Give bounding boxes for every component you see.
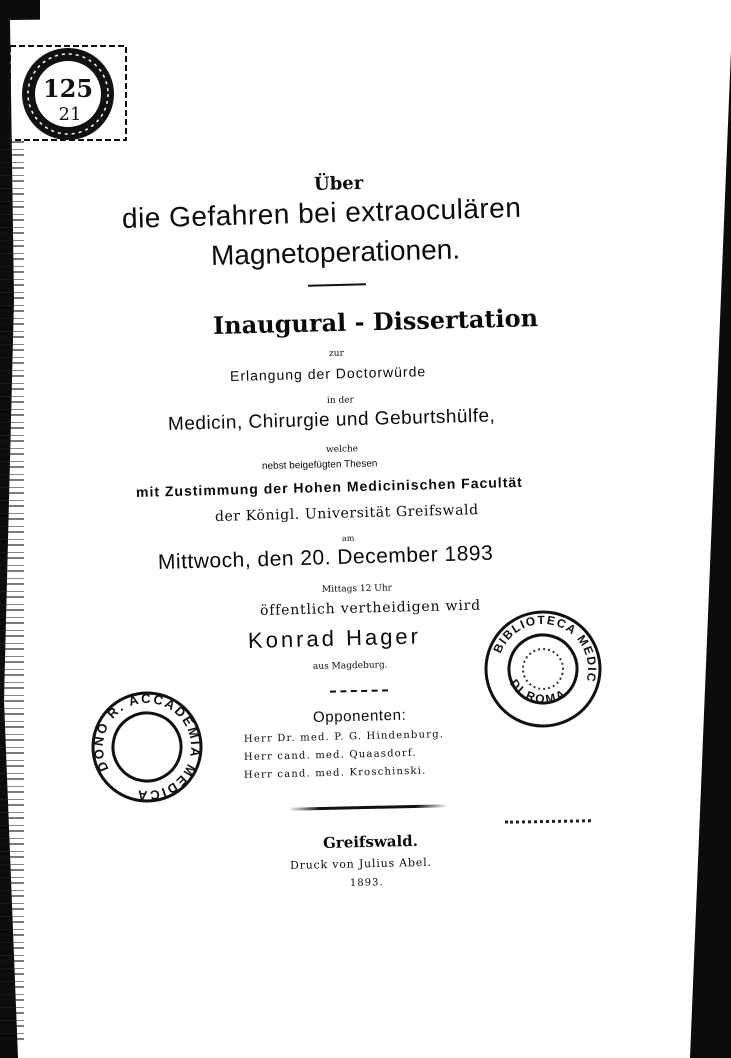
svg-text:DONO R. ACCADEMIA MEDICA	[88, 688, 206, 806]
university-line: der Königl. Universität Greifswald	[214, 502, 479, 525]
defense-date: Mittwoch, den 20. December 1893	[157, 541, 494, 574]
stamp-subnumber: 21	[58, 104, 82, 125]
connector-am: am	[341, 533, 355, 543]
stamp-number: 125	[42, 74, 94, 103]
imprint-printer: Druck von Julius Abel.	[289, 855, 432, 872]
opponent-item: Herr cand. med. Kroschinski.	[243, 765, 427, 781]
library-number-stamp	[6, 44, 136, 144]
imprint-place: Greifswald.	[322, 831, 419, 852]
faculties-line: Medicin, Chirurgie und Geburtshülfe,	[167, 405, 496, 435]
connector-zur: zur	[328, 348, 344, 359]
defense-time: Mittags 12 Uhr	[321, 583, 393, 595]
defense-line: öffentlich vertheidigen wird	[259, 597, 482, 619]
torn-edge	[0, 140, 24, 1040]
connector-welche: welche	[325, 444, 359, 455]
title-line-2: Magnetoperationen.	[210, 233, 461, 271]
stamp-ring-text: DONO R. ACCADEMIA MEDICA	[90, 690, 204, 804]
author-origin: aus Magdeburg.	[312, 660, 388, 672]
stamp-ring-top-text: BIBLIOTECA MEDICA	[490, 612, 600, 685]
degree-line: Erlangung der Doctorwürde	[229, 363, 427, 384]
svg-text:DI ROMA	[504, 675, 571, 712]
accademia-stamp	[88, 688, 206, 806]
biblioteca-stamp	[482, 608, 604, 730]
title-line-1: die Gefahren bei extraoculären	[121, 191, 522, 234]
opponent-item: Herr cand. med. Quaasdorf.	[243, 747, 418, 763]
connector-in-der: in der	[326, 395, 355, 406]
dissertation-heading: Inaugural - Dissertation	[212, 303, 539, 340]
opponent-item: Herr Dr. med. P. G. Hindenburg.	[243, 729, 445, 745]
svg-text:R. BIBLIOTECA MEDICA	[482, 608, 604, 684]
stamp-ring-bottom-text: DI ROMA	[507, 676, 570, 707]
author-name: Konrad Hager	[247, 623, 422, 653]
imprint-year: 1893.	[349, 877, 384, 889]
opponents-heading: Opponenten:	[312, 706, 407, 726]
theses-line: nebst beigefügten Thesen	[261, 458, 378, 472]
title-over: Über	[313, 172, 364, 195]
consent-line: mit Zustimmung der Hohen Medicinischen Facultät	[135, 473, 524, 500]
